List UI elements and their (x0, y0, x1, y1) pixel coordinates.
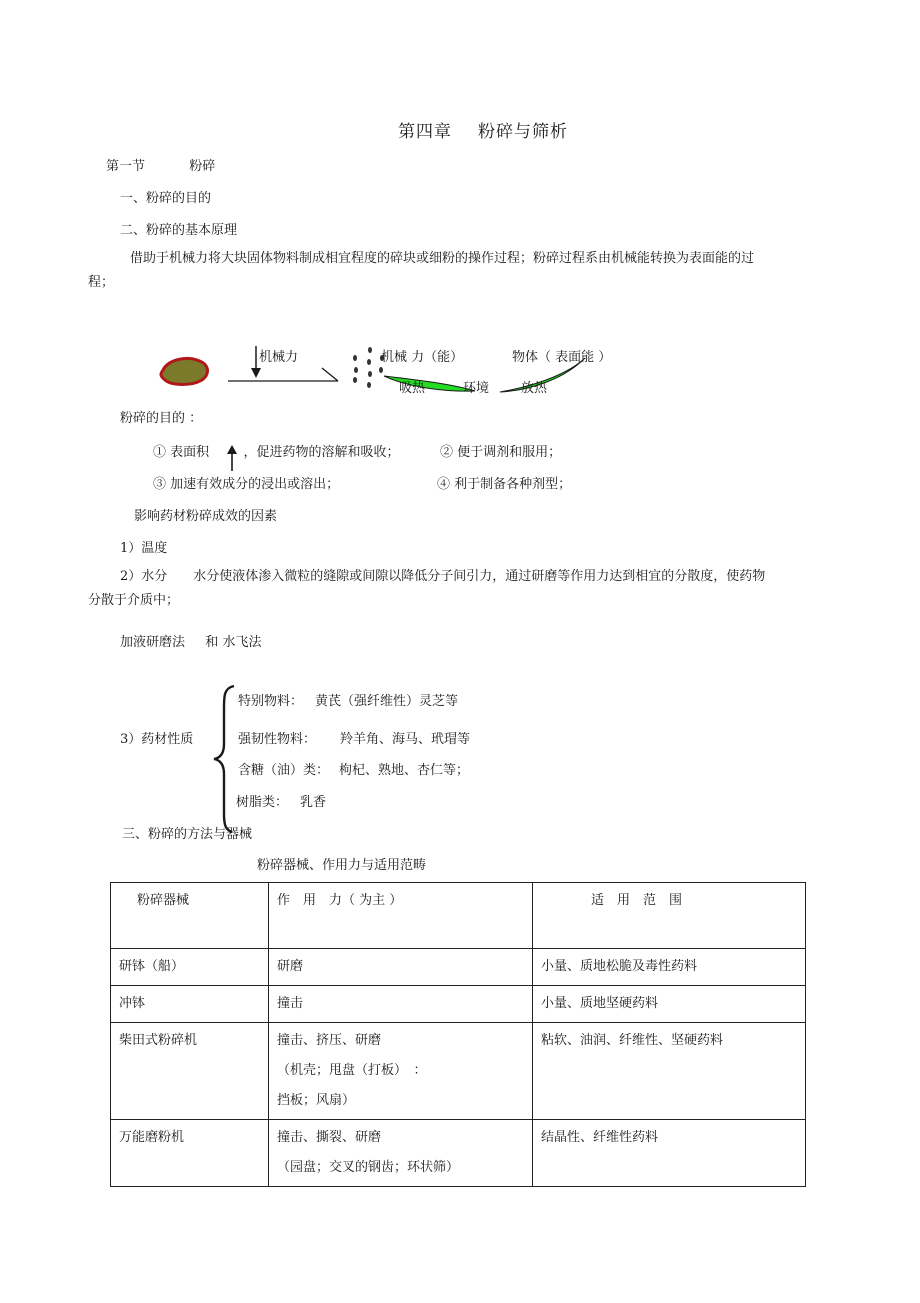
cell-force: 研磨 (269, 949, 533, 986)
material-row: 含糖（油）类： 枸杞、熟地、杏仁等； (238, 763, 470, 778)
table-row (111, 949, 806, 986)
table-row (111, 1120, 806, 1187)
cell-scope: 粘软、油润、纤维性、坚硬药料 (533, 1023, 806, 1120)
material-row: 特别物料： 黄芪（强纤维性）灵芝等 (238, 694, 459, 709)
cell-force: 撞击、撕裂、研磨 （园盘；交叉的钢齿；环状筛） (269, 1120, 533, 1187)
header-force: 作 用 力（ 为主 ） (269, 883, 533, 949)
cell-force: 撞击 (269, 986, 533, 1023)
chapter-title (398, 117, 568, 142)
cell-scope: 结晶性、纤维性药料 (533, 1120, 806, 1187)
absorb-label: 吸热 (399, 381, 426, 396)
release-label: 放热 (521, 381, 548, 396)
cell-device: 冲钵 (111, 986, 269, 1023)
factor-temperature: 1）温度 (120, 541, 168, 556)
water-methods: 加液研磨法 和 水飞法 (120, 635, 262, 650)
chapter-number: 第四章 (398, 122, 452, 142)
factors-heading: 影响药材粉碎成效的因素 (134, 509, 278, 524)
factor-water-label: 2）水分 (120, 569, 168, 584)
table-caption: 粉碎器械、作用力与适用范畴 (257, 858, 427, 873)
cell-force: 撞击、挤压、研磨 （机壳；甩盘（打板） ： 挡板；风扇） (269, 1023, 533, 1120)
section-heading (106, 155, 215, 174)
environment-label: 环境 (463, 381, 490, 396)
cell-device: 万能磨粉机 (111, 1120, 269, 1187)
cell-scope: 小量、质地松脆及毒性药料 (533, 949, 806, 986)
absorb-heat-curve (384, 376, 475, 391)
equipment-table (110, 882, 806, 1187)
force-label: 机械力 (259, 350, 299, 365)
object-label: 物体（ 表面能 ） (512, 350, 612, 365)
purpose-item-3: ③ 加速有效成分的浸出或溶出； (153, 477, 340, 492)
cell-device: 研钵（船） (111, 949, 269, 986)
factor-material-label: 3）药材性质 (120, 732, 194, 747)
purpose-item-4: ④ 利于制备各种剂型； (437, 477, 572, 492)
table-row (111, 986, 806, 1023)
increase-arrow-icon (225, 444, 239, 472)
energy-label: 机械 力（能） (381, 350, 464, 365)
material-row: 树脂类： 乳香 (236, 795, 327, 810)
factor-water (88, 565, 768, 613)
factor-water-text: 水分使液体渗入微粒的缝隙或间隙以降低分子间引力，通过研磨等作用力达到相宜的分散度，使药物分散于介质中； (88, 569, 766, 608)
material-row: 强韧性物料： 羚羊角、海马、玳瑁等 (238, 732, 471, 747)
heading-principle: 二、粉碎的基本原理 (120, 223, 238, 238)
fragments-icon (353, 347, 384, 388)
heading-purpose: 一、粉碎的目的 (120, 191, 212, 206)
table-row (111, 1023, 806, 1120)
heading-methods: 三、粉碎的方法与器械 (122, 827, 253, 842)
purpose-item-2: ② 便于调剂和服用； (440, 445, 562, 460)
cell-device: 柴田式粉碎机 (111, 1023, 269, 1120)
purpose-heading: 粉碎的目的 ： (120, 411, 203, 426)
chapter-topic: 粉碎与筛析 (478, 122, 568, 142)
cell-scope: 小量、质地坚硬药料 (533, 986, 806, 1023)
section-name: 粉碎 (189, 159, 216, 174)
header-scope: 适 用 范 围 (533, 883, 806, 949)
section-label: 第一节 (106, 159, 146, 174)
purpose-item-1: ① 表面积 ，促进药物的溶解和吸收； (153, 445, 400, 460)
header-device: 粉碎器械 (111, 883, 269, 949)
material-lump-icon (161, 358, 208, 384)
table-header-row (111, 883, 806, 949)
principle-paragraph: 借助于机械力将大块固体物料制成相宜程度的碎块或细粉的操作过程；粉碎过程系由机械能转换为表面能的过程； (88, 251, 755, 290)
